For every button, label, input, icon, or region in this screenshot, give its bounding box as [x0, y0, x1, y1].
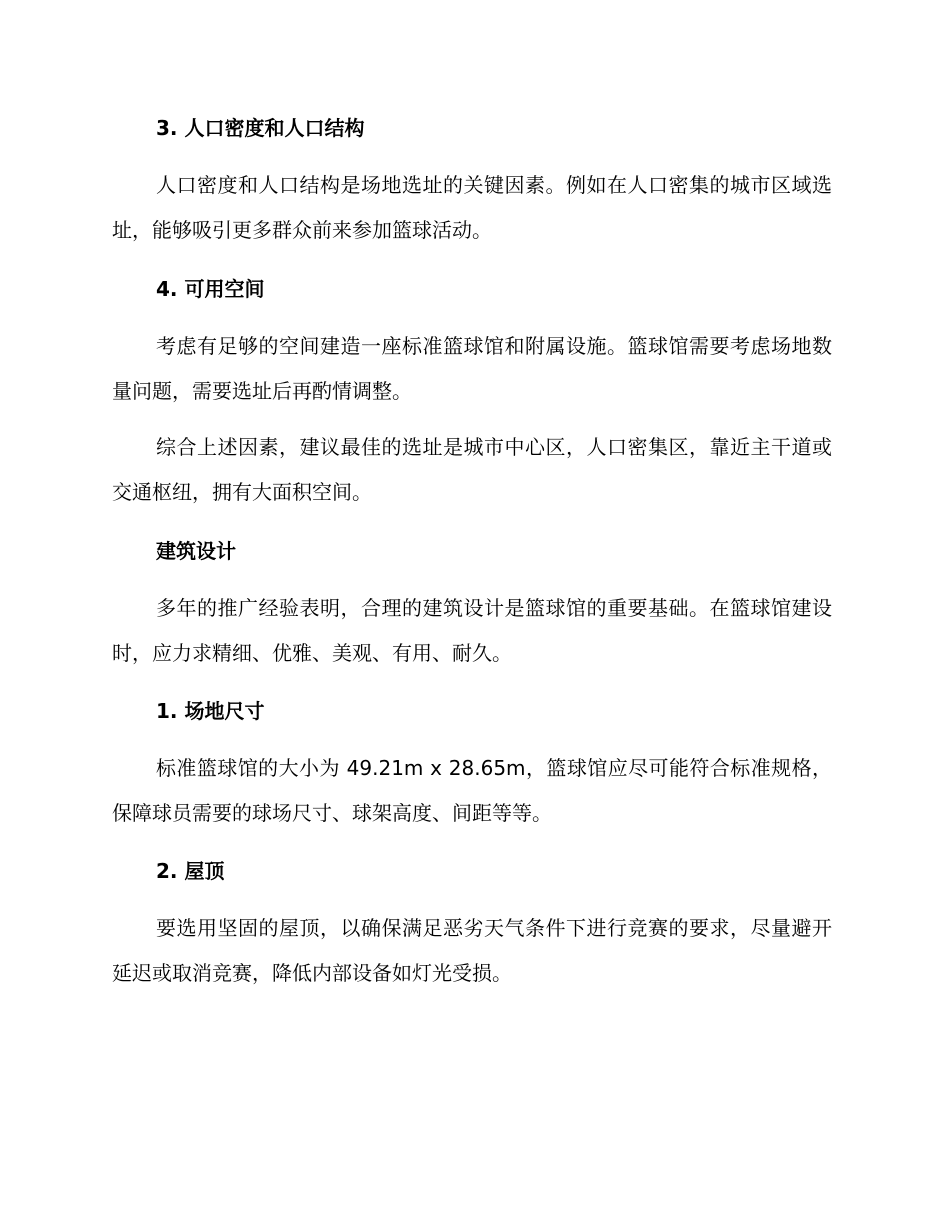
- paragraph-architecture: 多年的推广经验表明，合理的建筑设计是篮球馆的重要基础。在篮球馆建设时，应力求精细、优雅、美观、有用、耐久。: [112, 596, 832, 665]
- section-heading-space: 4. 可用空间: [156, 277, 265, 301]
- section-heading-court-size: 1. 场地尺寸: [156, 699, 265, 723]
- paragraph-roof: 要选用坚固的屋顶，以确保满足恶劣天气条件下进行竞赛的要求，尽量避开延迟或取消竞赛，降低内部设备如灯光受损。: [112, 916, 832, 985]
- paragraph-court-size: 标准篮球馆的大小为 49.21m x 28.65m，篮球馆应尽可能符合标准规格，保障球员需要的球场尺寸、球架高度、间距等等。: [112, 756, 832, 825]
- section-heading-architecture: 建筑设计: [156, 539, 236, 563]
- paragraph-space: 考虑有足够的空间建造一座标准篮球馆和附属设施。篮球馆需要考虑场地数量问题，需要选址后再酌情调整。: [112, 334, 832, 403]
- paragraph-summary: 综合上述因素，建议最佳的选址是城市中心区，人口密集区，靠近主干道或交通枢纽，拥有大面积空间。: [112, 435, 832, 504]
- section-heading-population: 3. 人口密度和人口结构: [156, 116, 365, 140]
- section-heading-roof: 2. 屋顶: [156, 859, 225, 883]
- paragraph-population: 人口密度和人口结构是场地选址的关键因素。例如在人口密集的城市区域选址，能够吸引更多群众前来参加篮球活动。: [112, 173, 832, 242]
